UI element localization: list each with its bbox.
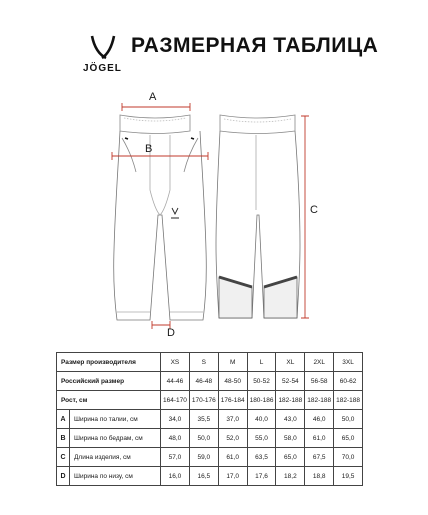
row-label: Рост, см xyxy=(57,391,161,410)
table-row xyxy=(57,372,363,391)
back-cuff-stripes xyxy=(219,277,297,318)
table-cell: 59,0 xyxy=(189,448,218,467)
row-label: Ширина по талии, см xyxy=(70,410,161,429)
table-cell: 35,5 xyxy=(189,410,218,429)
row-label: Ширина по низу, см xyxy=(70,467,161,486)
table-cell: 61,0 xyxy=(218,448,247,467)
table-cell: 50,0 xyxy=(189,429,218,448)
table-cell: 60-62 xyxy=(334,372,363,391)
table-cell: 65,0 xyxy=(334,429,363,448)
dimension-label-b: B xyxy=(145,143,153,155)
table-cell: 56-58 xyxy=(305,372,334,391)
table-cell: 65,0 xyxy=(276,448,305,467)
brand-wordmark: JÖGEL xyxy=(83,63,122,74)
table-cell: 63,5 xyxy=(247,448,276,467)
table-cell: 70,0 xyxy=(334,448,363,467)
table-row xyxy=(57,391,363,410)
table-cell: 16,5 xyxy=(189,467,218,486)
pocket-zipper-marks xyxy=(125,138,194,139)
size-header: L xyxy=(247,353,276,372)
table-cell: 67,5 xyxy=(305,448,334,467)
size-header: M xyxy=(218,353,247,372)
table-cell: 182-188 xyxy=(305,391,334,410)
size-header: XS xyxy=(161,353,190,372)
size-header: XL xyxy=(276,353,305,372)
dimension-label-c: C xyxy=(310,204,318,216)
size-header: S xyxy=(189,353,218,372)
table-cell: 43,0 xyxy=(276,410,305,429)
table-cell: 40,0 xyxy=(247,410,276,429)
table-cell: 17,0 xyxy=(218,467,247,486)
table-cell: 48-50 xyxy=(218,372,247,391)
page-title: РАЗМЕРНАЯ ТАБЛИЦА xyxy=(131,34,379,57)
brand-logo-small xyxy=(171,208,179,218)
row-label: Длина изделия, см xyxy=(70,448,161,467)
table-header-row xyxy=(57,353,363,372)
table-cell: 44-46 xyxy=(161,372,190,391)
row-label: Российский размер xyxy=(57,372,161,391)
row-label: Ширина по бедрам, см xyxy=(70,429,161,448)
table-cell: 16,0 xyxy=(161,467,190,486)
row-letter: D xyxy=(57,467,70,486)
row-letter: A xyxy=(57,410,70,429)
table-cell: 164-170 xyxy=(161,391,190,410)
table-cell: 18,2 xyxy=(276,467,305,486)
table-cell: 46-48 xyxy=(189,372,218,391)
size-header: 2XL xyxy=(305,353,334,372)
table-cell: 176-184 xyxy=(218,391,247,410)
dimension-label-a: A xyxy=(149,91,157,103)
header-label: Размер производителя xyxy=(57,353,161,372)
table-row xyxy=(57,429,363,448)
table-cell: 34,0 xyxy=(161,410,190,429)
table-cell: 37,0 xyxy=(218,410,247,429)
table-cell: 17,6 xyxy=(247,467,276,486)
table-cell: 18,8 xyxy=(305,467,334,486)
table-cell: 50-52 xyxy=(247,372,276,391)
table-cell: 48,0 xyxy=(161,429,190,448)
size-header: 3XL xyxy=(334,353,363,372)
table-cell: 180-186 xyxy=(247,391,276,410)
table-cell: 55,0 xyxy=(247,429,276,448)
table-cell: 52,0 xyxy=(218,429,247,448)
table-cell: 182-188 xyxy=(334,391,363,410)
table-row xyxy=(57,448,363,467)
table-cell: 19,5 xyxy=(334,467,363,486)
table-cell: 58,0 xyxy=(276,429,305,448)
table-cell: 61,0 xyxy=(305,429,334,448)
table-cell: 170-176 xyxy=(189,391,218,410)
row-letter: B xyxy=(57,429,70,448)
size-table xyxy=(56,352,363,486)
table-cell: 52-54 xyxy=(276,372,305,391)
table-cell: 57,0 xyxy=(161,448,190,467)
dimension-label-d: D xyxy=(167,327,175,339)
table-cell: 46,0 xyxy=(305,410,334,429)
table-row xyxy=(57,410,363,429)
row-letter: C xyxy=(57,448,70,467)
table-cell: 182-188 xyxy=(276,391,305,410)
table-cell: 50,0 xyxy=(334,410,363,429)
table-row xyxy=(57,467,363,486)
pants-front-view xyxy=(114,115,207,320)
